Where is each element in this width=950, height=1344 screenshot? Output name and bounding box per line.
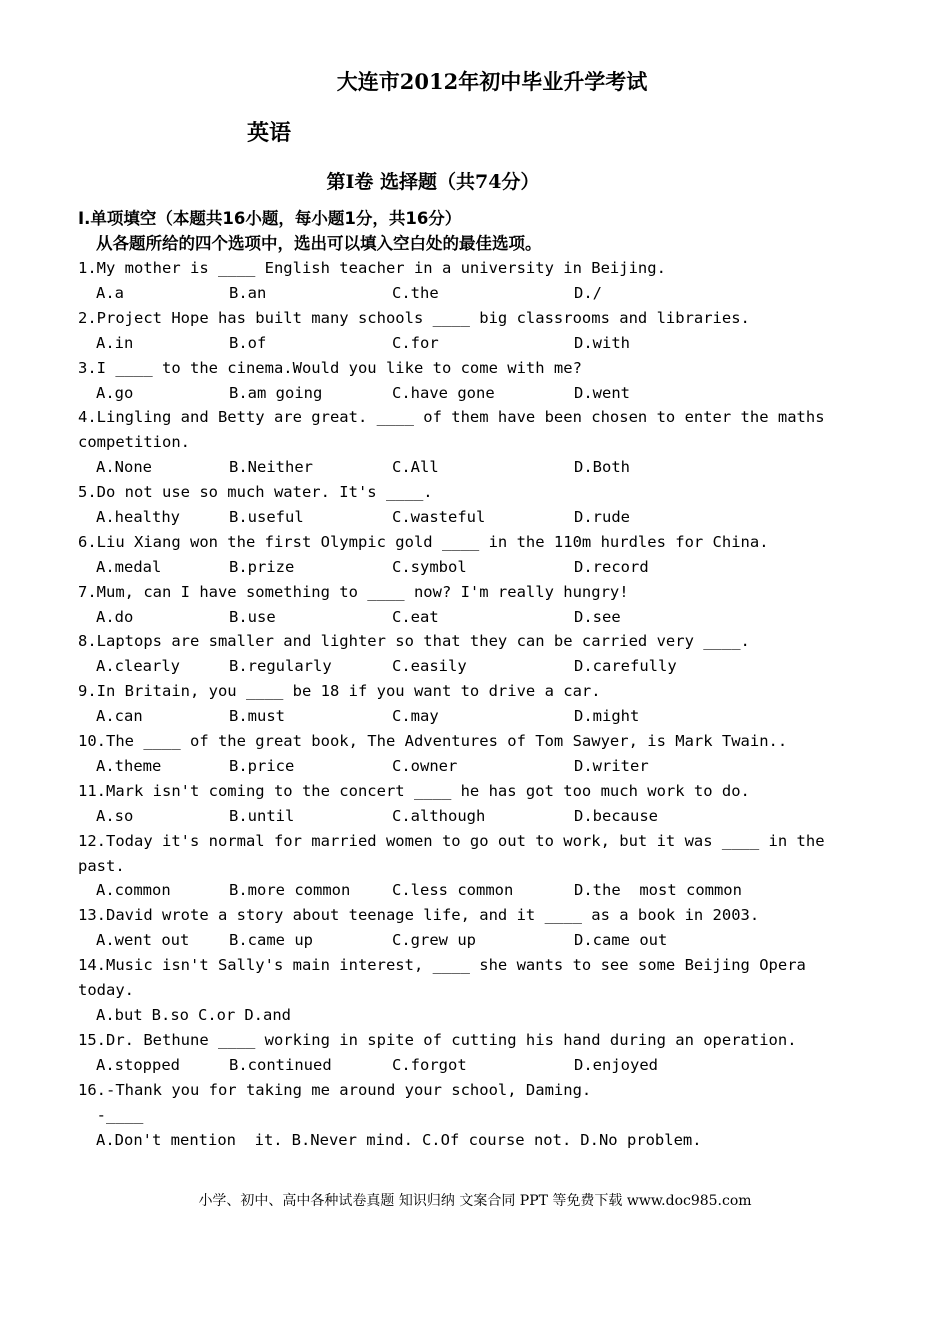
answer-option: C.eat — [392, 607, 439, 626]
answer-option: A.do — [96, 607, 134, 626]
answer-option: A.so — [96, 806, 134, 825]
answer-option: A.go — [96, 383, 134, 402]
answer-option: C.symbol — [392, 557, 467, 576]
answer-option: C.may — [392, 707, 439, 726]
answer-option: B.an — [229, 283, 267, 302]
answer-option: C.have gone — [392, 383, 495, 402]
question-item — [78, 256, 858, 306]
question-item — [78, 356, 858, 406]
answer-option: C.less common — [392, 881, 514, 900]
question-stem-continued: competition. — [78, 433, 190, 452]
answer-option: A.can — [96, 707, 143, 726]
question-item — [78, 580, 858, 630]
answer-option: D.the most common — [574, 881, 742, 900]
answer-option: A.theme — [96, 756, 162, 775]
question-stem: 4.Lingling and Betty are great. ____ of them have been chosen to enter the maths — [78, 408, 825, 427]
section-heading: I.单项填空（本题共16小题，每小题1分，共16分） — [78, 209, 462, 228]
option-row — [78, 928, 858, 953]
question-item — [78, 306, 858, 356]
question-item — [78, 530, 858, 580]
answer-option: A.Don't mention it. — [96, 1130, 283, 1149]
answer-option: D.enjoyed — [574, 1055, 658, 1074]
question-stem: 16.-Thank you for taking me around your school, Daming. — [78, 1080, 592, 1099]
question-item — [78, 1078, 858, 1153]
question-stem: 10.The ____ of the great book, The Adventures of Tom Sawyer, is Mark Twain.. — [78, 732, 788, 751]
option-row — [78, 605, 858, 630]
question-list — [78, 256, 858, 1152]
question-stem: 1.My mother is ____ English teacher in a university in Beijing. — [78, 259, 666, 277]
question-stem: 15.Dr. Bethune ____ working in spite of cutting his hand during an operation. — [78, 1030, 797, 1049]
answer-option: D.rude — [574, 508, 630, 526]
question-stem: 9.In Britain, you ____ be 18 if you want to drive a car. — [78, 682, 601, 701]
option-row — [78, 505, 858, 530]
answer-option: C.grew up — [392, 931, 476, 950]
answer-option: C.Of course not. — [421, 1130, 572, 1149]
option-row — [78, 1128, 858, 1153]
question-item — [78, 779, 858, 829]
question-item — [78, 480, 858, 530]
answer-option: B.regularly — [229, 657, 332, 676]
question-stem: 13.David wrote a story about teenage life, and it ____ as a book in 2003. — [78, 906, 760, 925]
answer-option: D.came out — [574, 931, 668, 950]
answer-option: D.went — [574, 383, 630, 402]
answer-option: A.None — [96, 458, 152, 477]
question-item — [78, 1028, 858, 1078]
answer-option: A.medal — [96, 557, 162, 576]
question-item — [78, 405, 858, 480]
option-row — [78, 1053, 858, 1078]
answer-option: C.the — [392, 283, 439, 302]
question-stem: 6.Liu Xiang won the first Olympic gold ____ in the 110m hurdles for China. — [78, 532, 769, 551]
subject-title: 英语 — [247, 120, 292, 146]
question-stem: 8.Laptops are smaller and lighter so that they can be carried very ____. — [78, 632, 750, 651]
option-row — [78, 704, 858, 729]
option-row — [78, 804, 858, 829]
answer-option: B.use — [229, 607, 276, 626]
question-item — [78, 629, 858, 679]
answer-option: A.healthy — [96, 508, 180, 526]
answer-option: B.until — [229, 806, 295, 825]
question-stem: 3.I ____ to the cinema.Would you like to come with me? — [78, 358, 582, 377]
answer-option: B.Neither — [229, 458, 313, 477]
option-row — [78, 754, 858, 779]
option-row — [78, 555, 858, 580]
answer-option: C.wasteful — [392, 508, 486, 526]
question-item — [78, 829, 858, 904]
answer-option: D.with — [574, 333, 630, 352]
answer-option: A.but — [96, 1005, 143, 1024]
question-item — [78, 953, 858, 1028]
question-stem: 12.Today it's normal for married women to go out to work, but it was ____ in the — [78, 831, 825, 850]
question-stem-continued: past. — [78, 856, 125, 875]
answer-option: B.continued — [229, 1055, 332, 1074]
option-row — [78, 654, 858, 679]
option-row — [78, 878, 858, 903]
answer-option: A.clearly — [96, 657, 180, 676]
answer-option: C.forgot — [392, 1055, 467, 1074]
option-row — [78, 281, 858, 306]
answer-option: B.came up — [229, 931, 313, 950]
option-row — [78, 381, 858, 406]
answer-option: A.common — [96, 881, 171, 900]
answer-option: D.might — [574, 707, 640, 726]
answer-option: B.more common — [229, 881, 351, 900]
answer-option: B.Never mind. — [291, 1130, 413, 1149]
question-stem-continued: -____ — [78, 1105, 144, 1124]
answer-option: A.a — [96, 283, 124, 302]
option-row — [78, 1003, 858, 1028]
answer-option: C.owner — [392, 756, 458, 775]
question-item — [78, 679, 858, 729]
answer-option: D.carefully — [574, 657, 677, 676]
answer-option: C.or — [198, 1005, 236, 1024]
question-stem: 11.Mark isn't coming to the concert ____ he has got too much work to do. — [78, 781, 750, 800]
question-stem: 2.Project Hope has built many schools ____ big classrooms and libraries. — [78, 308, 750, 327]
option-row — [78, 331, 858, 356]
answer-option: D.and — [244, 1005, 291, 1024]
answer-option: D.writer — [574, 756, 649, 775]
answer-option: D.see — [574, 607, 621, 626]
answer-option: C.although — [392, 806, 486, 825]
question-stem: 5.Do not use so much water. It's ____. — [78, 483, 433, 502]
question-stem: 14.Music isn't Sally's main interest, ____ she wants to see some Beijing Opera — [78, 956, 806, 975]
answer-option: A.went out — [96, 931, 190, 950]
exam-title: 大连市2012年初中毕业升学考试 — [336, 69, 648, 94]
answer-option: C.easily — [392, 657, 467, 676]
option-row — [78, 455, 858, 480]
question-item — [78, 729, 858, 779]
answer-option: D.because — [574, 806, 658, 825]
answer-option: B.price — [229, 756, 295, 775]
answer-option: D.record — [574, 557, 649, 576]
question-item — [78, 903, 858, 953]
answer-option: C.All — [392, 458, 439, 477]
part-title: 第I卷 选择题（共74分） — [326, 171, 540, 193]
answer-option: B.of — [229, 333, 267, 352]
answer-option: A.in — [96, 333, 134, 352]
answer-option: B.prize — [229, 557, 295, 576]
answer-option: C.for — [392, 333, 439, 352]
answer-option: D.Both — [574, 458, 630, 477]
section-instruction: 从各题所给的四个选项中，选出可以填入空白处的最佳选项。 — [96, 234, 542, 253]
answer-option: A.stopped — [96, 1055, 180, 1074]
answer-option: D.No problem. — [580, 1130, 702, 1149]
answer-option: B.am going — [229, 383, 323, 402]
question-stem-continued: today. — [78, 981, 134, 1000]
answer-option: B.useful — [229, 508, 304, 526]
answer-option: B.must — [229, 707, 285, 726]
answer-option: B.so — [151, 1005, 189, 1024]
question-stem: 7.Mum, can I have something to ____ now? I'm really hungry! — [78, 582, 629, 601]
answer-option: D./ — [574, 283, 602, 302]
page-footer: 小学、初中、高中各种试卷真题 知识归纳 文案合同 PPT 等免费下载 www.doc985.com — [198, 1193, 752, 1209]
